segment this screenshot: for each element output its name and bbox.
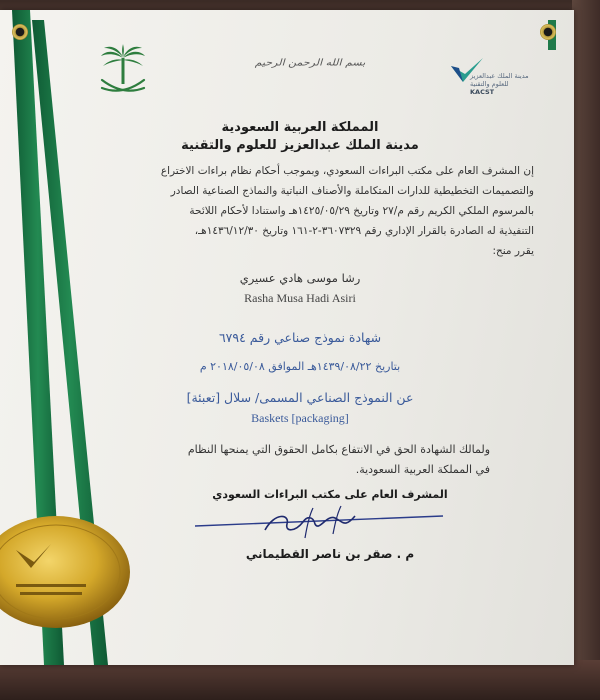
certificate-title: شهادة نموذج صناعي رقم ٦٧٩٤ <box>218 330 382 345</box>
country-heading: المملكة العربية السعودية <box>221 120 379 135</box>
rights-statement <box>140 440 490 480</box>
paragraph-line: إن المشرف العام على مكتب البراءات السعودي، وبموجب أحكام نظام براءات الاختراع <box>160 165 534 177</box>
certificate-paper <box>0 10 574 665</box>
issue-date-line: بتاريخ ١٤٣٩/٠٨/٢٢هـ الموافق ٢٠١٨/٠٥/٠٨ م <box>199 360 401 373</box>
signatory-name: م . صقر بن ناصر القطيماني <box>245 547 415 561</box>
frame-bottom-edge <box>0 660 600 700</box>
kacst-org-name: مدينة الملك عبدالعزيز للعلوم والتقنية KACST <box>470 72 529 96</box>
grommet-left-icon <box>12 24 28 40</box>
frame-right-edge <box>572 0 600 700</box>
paragraph-line: يقرر منح: <box>492 245 534 257</box>
model-name-en: Baskets [packaging] <box>251 411 349 425</box>
bismillah: بسم الله الرحمن الرحيم <box>254 56 366 69</box>
saudi-palm-swords-icon <box>98 44 148 98</box>
signatory-title: المشرف العام على مكتب البراءات السعودي <box>212 488 448 501</box>
recipient-name-ar: رشا موسى هادي عسيري <box>239 271 361 285</box>
grommet-right-icon <box>540 24 556 40</box>
handwritten-signature-icon <box>195 502 445 542</box>
gold-seal-icon <box>0 510 136 630</box>
recipient-name-en: Rasha Musa Hadi Asiri <box>244 291 356 305</box>
decree-paragraph <box>108 161 534 261</box>
institution-heading: مدينة الملك عبدالعزيز للعلوم والتقنية <box>181 138 419 153</box>
paragraph-line: بالمرسوم الملكي الكريم رقم م/٢٧ وتاريخ ١٤٢٥/٠٥/٢٩هـ واستنادا لأحكام اللائحة <box>189 205 534 217</box>
rights-line: ولمالك الشهادة الحق في الانتفاع بكامل الحقوق التي يمنحها النظام <box>187 443 490 456</box>
paragraph-line: التنفيذية له الصادرة بالقرار الإداري رقم ٣٦٠٧٣٢٩-٢-١٦١ وتاريخ ١٤٣٦/١٢/٣٠هـ، <box>194 225 534 237</box>
model-name-ar: عن النموذج الصناعي المسمى/ سلال [تعبئة] <box>186 390 414 405</box>
paragraph-line: والتصميمات التخطيطية للدارات المتكاملة والأصناف النباتية والنماذج الصناعية الصادر <box>170 185 534 197</box>
rights-line: في المملكة العربية السعودية. <box>355 463 490 476</box>
